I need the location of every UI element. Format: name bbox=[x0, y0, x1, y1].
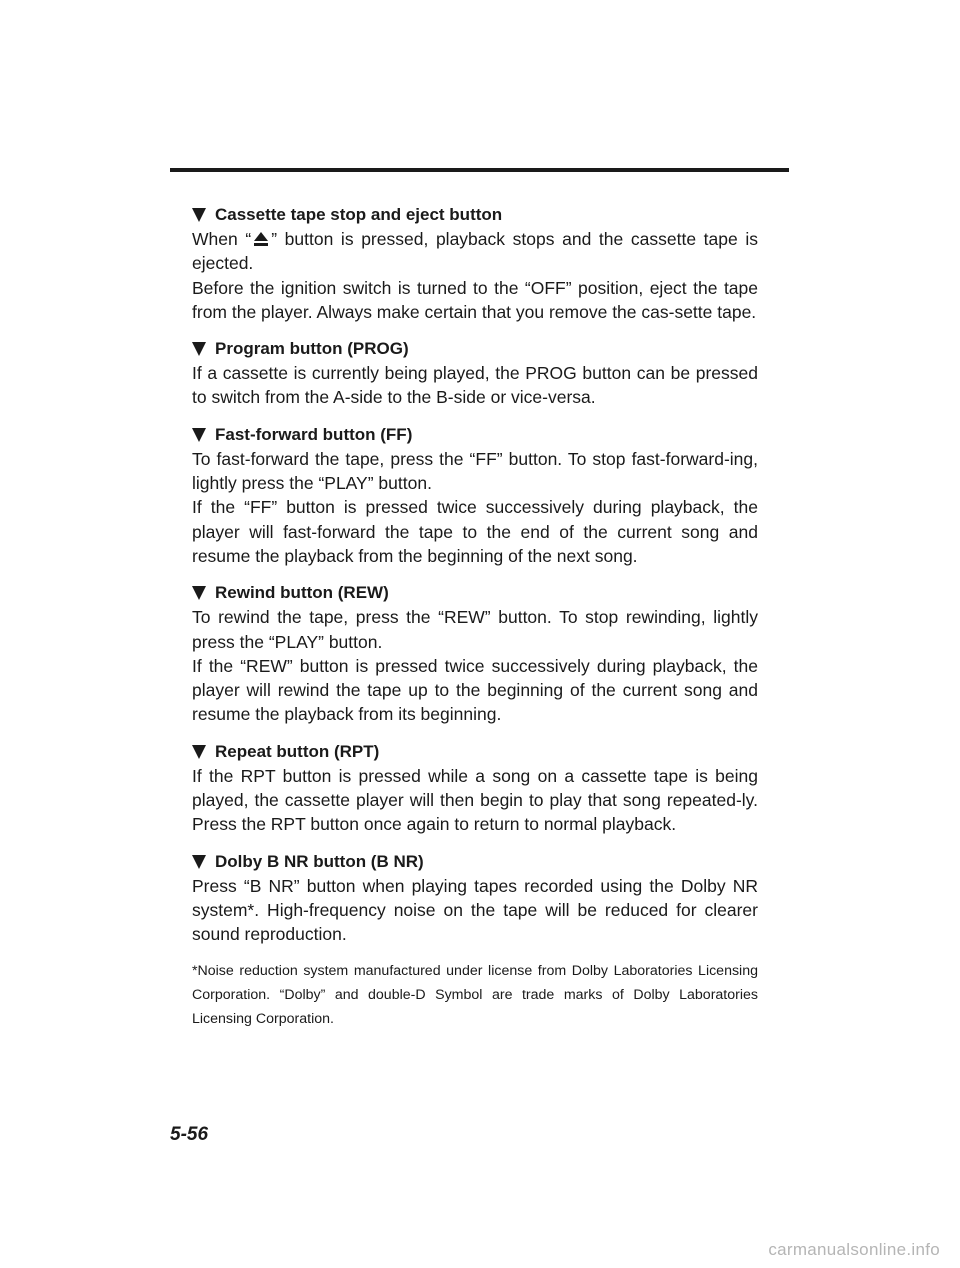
triangle-bullet-icon bbox=[192, 745, 206, 759]
triangle-bullet-icon bbox=[192, 342, 206, 356]
section-heading bbox=[192, 849, 758, 874]
paragraph: If the RPT button is pressed while a song on a cassette tape is being played, the cassette player will then begin to play that song repeated-ly. Press the RPT button once again to return to normal playback. bbox=[192, 765, 758, 835]
triangle-bullet-icon bbox=[192, 586, 206, 600]
section-fast-forward bbox=[192, 422, 758, 568]
footnote: *Noise reduction system manufactured under license from Dolby Laboratories Licensing Corporation. “Dolby” and double-D Symbol are trade marks of Dolby Laboratories Licensing Corporation. bbox=[192, 962, 758, 1027]
section-heading bbox=[192, 739, 758, 764]
paragraph: If a cassette is currently being played, the PROG button can be pressed to switch from the A-side to the B-side or vice-versa. bbox=[192, 363, 758, 408]
triangle-bullet-icon bbox=[192, 428, 206, 442]
section-dolby bbox=[192, 849, 758, 947]
paragraph: To fast-forward the tape, press the “FF” button. To stop fast-forward-ing, lightly press the “PLAY” button. bbox=[192, 448, 758, 494]
watermark-text: carmanualsonline.info bbox=[768, 1240, 940, 1259]
paragraph: If the “FF” button is pressed twice successively during playback, the player will fast-forward the tape to the end of the current song and resume the playback from the beginning of the next song. bbox=[192, 497, 758, 566]
section-heading bbox=[192, 202, 758, 227]
eject-paragraph bbox=[192, 227, 758, 276]
paragraph: If the “REW” button is pressed twice successively during playback, the player will rewind the tape up to the beginning of the current song and resume the playback from its beginning. bbox=[192, 655, 758, 725]
eject-text-before: When “ bbox=[192, 229, 252, 249]
heading-text: Dolby B NR button (B NR) bbox=[215, 851, 424, 871]
header-rule bbox=[170, 168, 789, 172]
eject-icon bbox=[253, 231, 269, 247]
section-rewind bbox=[192, 580, 758, 726]
section-eject bbox=[192, 202, 758, 324]
manual-content bbox=[192, 202, 758, 1031]
section-heading bbox=[192, 336, 758, 361]
section-repeat bbox=[192, 739, 758, 837]
paragraph: Press “B NR” button when playing tapes recorded using the Dolby NR system*. High-frequency noise on the tape will be reduced for clearer sound reproduction. bbox=[192, 875, 758, 945]
paragraph: To rewind the tape, press the “REW” button. To stop rewinding, lightly press the “PLAY” button. bbox=[192, 607, 758, 652]
heading-text: Rewind button (REW) bbox=[215, 583, 389, 603]
paragraph: Before the ignition switch is turned to the “OFF” position, eject the tape from the player. Always make certain that you remove the cas-sette tape. bbox=[192, 277, 758, 322]
triangle-bullet-icon bbox=[192, 208, 206, 222]
triangle-bullet-icon bbox=[192, 855, 206, 869]
heading-text: Repeat button (RPT) bbox=[215, 741, 380, 761]
page-number: 5-56 bbox=[170, 1124, 209, 1145]
heading-text: Program button (PROG) bbox=[215, 339, 409, 359]
section-heading bbox=[192, 580, 758, 605]
eject-text-after: ” button is pressed, playback stops and the cassette tape is ejected. bbox=[192, 229, 759, 274]
heading-text: Cassette tape stop and eject button bbox=[215, 205, 503, 224]
section-heading bbox=[192, 422, 758, 447]
heading-text: Fast-forward button (FF) bbox=[215, 424, 413, 444]
section-program bbox=[192, 336, 758, 410]
